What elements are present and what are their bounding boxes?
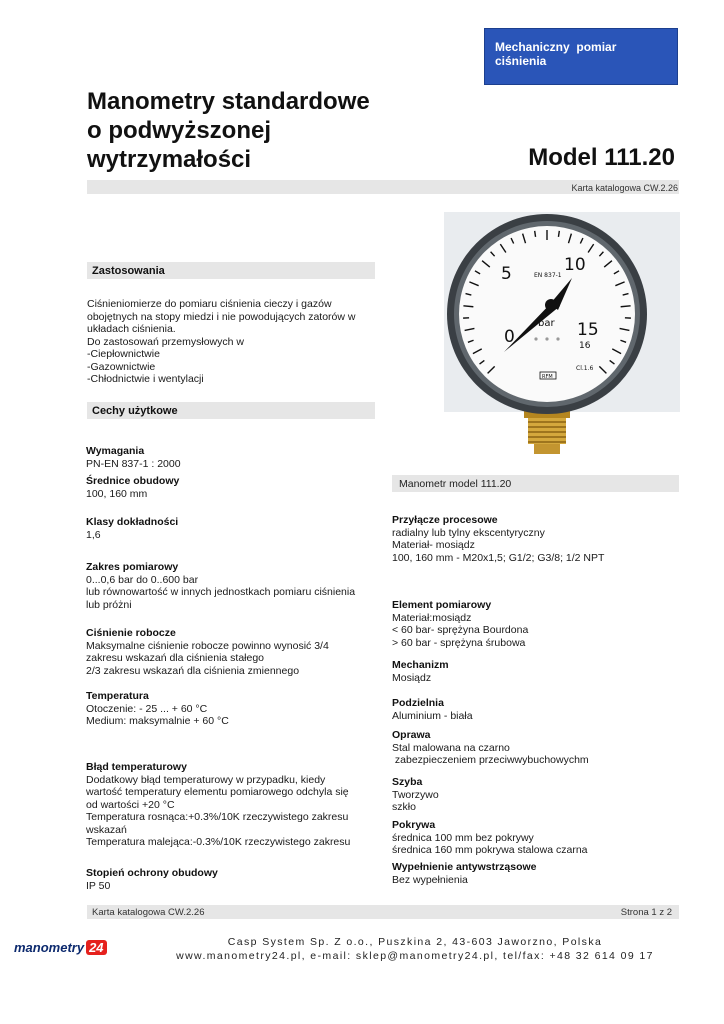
spec-zakres <box>86 561 386 611</box>
spec-podzielnia <box>392 697 682 722</box>
spec-label: Wypełnienie antywstrząsowe <box>392 861 537 873</box>
gauge-scale-0: 0 <box>504 327 515 347</box>
spec-value: lub próżni <box>86 598 132 611</box>
spec-label: Mechanizm <box>392 659 449 671</box>
spec-cisnienie <box>86 627 386 677</box>
gauge-scale-10: 10 <box>564 255 586 275</box>
spec-label: Oprawa <box>392 729 431 741</box>
gauge-caption: Manometr model 111.20 <box>392 475 679 492</box>
spec-label: Element pomiarowy <box>392 599 492 611</box>
category-box <box>484 28 678 85</box>
model-title: Model 111.20 <box>528 144 675 171</box>
spec-wymagania <box>86 445 386 470</box>
spec-temperatura <box>86 690 386 728</box>
spec-value: wskazań <box>86 823 127 836</box>
pressure-gauge-icon <box>444 212 680 476</box>
zastosowania-line: układach ciśnienia. <box>87 323 176 335</box>
spec-value: Medium: maksymalnie + 60 °C <box>86 715 229 727</box>
zastosowania-line: Do zastosowań przemysłowych w <box>87 335 244 348</box>
title-line-3: wytrzymałości <box>87 146 252 173</box>
spec-wypelnienie <box>392 861 682 886</box>
zastosowania-line: -Chłodnictwie i wentylacji <box>87 373 204 385</box>
spec-label: Ciśnienie robocze <box>86 627 176 639</box>
gauge-photo <box>444 212 680 476</box>
spec-oprawa <box>392 729 682 767</box>
spec-value: od wartości +20 °C <box>86 798 175 811</box>
spec-label: Pokrywa <box>392 819 436 831</box>
spec-label: Szyba <box>392 776 423 788</box>
spec-value: IP 50 <box>86 879 111 892</box>
spec-value: 0...0,6 bar do 0..600 bar <box>86 573 199 586</box>
zastosowania-line: Ciśnieniomierze do pomiaru ciśnienia cieczy i gazów <box>87 298 332 310</box>
gauge-tick <box>463 306 473 307</box>
spec-klasy <box>86 516 386 541</box>
spec-value: 1,6 <box>86 528 101 541</box>
spec-label: Zakres pomiarowy <box>86 561 179 573</box>
spec-element <box>392 599 682 649</box>
spec-value: zakresu wskazań dla ciśnienia stałego <box>86 652 265 664</box>
spec-stopien <box>86 867 386 892</box>
spec-szyba <box>392 776 682 814</box>
gauge-tick <box>535 231 536 237</box>
section-heading-zastosowania: Zastosowania <box>87 262 375 279</box>
gauge-scale-15: 15 <box>577 320 599 340</box>
company-contact: www.manometry24.pl, e-mail: sklep@manometry24.pl, tel/fax: +48 32 614 09 17 <box>176 950 654 962</box>
gauge-class: Cl.1.6 <box>576 365 594 372</box>
zastosowania-line: obojętnych na stopy miedzi i nie powodujących zatorów w <box>87 310 356 323</box>
gauge-brand: RFM <box>542 374 553 380</box>
logo-number: 24 <box>86 940 106 955</box>
spec-value: wartość temperatury elementu pomiarowego odchyla się <box>86 786 349 798</box>
category-line-2: ciśnienia <box>495 54 547 68</box>
spec-value: Temperatura rosnąca:+0.3%/10K rzeczywistego zakresu <box>86 811 349 823</box>
gauge-scale-16: 16 <box>579 341 591 351</box>
spec-value: Maksymalne ciśnienie robocze powinno wynosić 3/4 <box>86 639 329 652</box>
spec-value: Materiał- mosiądz <box>392 539 475 551</box>
category-line-1: Mechaniczny pomiar <box>495 40 617 54</box>
spec-label: Podzielnia <box>392 697 444 709</box>
spec-label: Przyłącze procesowe <box>392 514 498 526</box>
spec-value: Tworzywo <box>392 788 439 801</box>
spec-value: 2/3 zakresu wskazań dla ciśnienia zmiennego <box>86 664 300 677</box>
spec-label: Wymagania <box>86 445 145 457</box>
spec-value: średnica 160 mm pokrywa stalowa czarna <box>392 844 588 856</box>
spec-value: 100, 160 mm - M20x1,5; G1/2; G3/8; 1/2 NPT <box>392 551 605 564</box>
spec-value: Dodatkowy błąd temperaturowy w przypadku, kiedy <box>86 773 326 786</box>
logo-text: manometry <box>14 940 85 955</box>
spec-value: Temperatura malejąca:-0.3%/10K rzeczywistego zakresu <box>86 836 351 848</box>
catalog-ref-top: Karta katalogowa CW.2.26 <box>571 183 678 193</box>
gauge-standard: EN 837-1 <box>534 272 562 279</box>
gauge-tick <box>558 231 559 237</box>
spec-value: zabezpieczeniem przeciwwybuchowychm <box>392 754 589 766</box>
page-number: Strona 1 z 2 <box>620 907 672 918</box>
spec-value: lub równowartość w innych jednostkach pomiaru ciśnienia <box>86 586 356 598</box>
zastosowania-line: -Ciepłownictwie <box>87 348 160 360</box>
spec-label: Błąd temperaturowy <box>86 761 187 773</box>
spec-mechanizm <box>392 659 682 684</box>
spec-srednice <box>86 475 386 500</box>
spec-label: Średnice obudowy <box>86 475 180 487</box>
zastosowania-line: -Gazownictwie <box>87 360 156 373</box>
spec-value: 100, 160 mm <box>86 487 148 500</box>
spec-label: Stopień ochrony obudowy <box>86 867 218 879</box>
spec-value: Mosiądz <box>392 671 432 684</box>
spec-value: > 60 bar - sprężyna śrubowa <box>392 636 526 649</box>
spec-value: Materiał:mosiądz <box>392 611 472 624</box>
spec-value: radialny lub tylny ekscentyryczny <box>392 526 545 539</box>
gauge-tick <box>621 306 631 307</box>
spec-blad <box>86 761 386 849</box>
spec-value: Otoczenie: - 25 ... + 60 °C <box>86 702 208 715</box>
spec-label: Klasy dokładności <box>86 516 179 528</box>
spec-value: Bez wypełnienia <box>392 873 468 886</box>
spec-value: średnica 100 mm bez pokrywy <box>392 831 534 844</box>
zastosowania-text <box>87 298 387 386</box>
spec-value: Aluminium - biała <box>392 709 473 722</box>
section-heading-cechy: Cechy użytkowe <box>87 402 375 419</box>
spec-value: Stal malowana na czarno <box>392 741 510 754</box>
gauge-scale-5: 5 <box>501 264 512 284</box>
spec-value: szkło <box>392 801 416 813</box>
spec-pokrywa <box>392 819 682 857</box>
title-line-1: Manometry standardowe <box>87 88 370 115</box>
company-logo <box>14 940 107 955</box>
spec-value: < 60 bar- sprężyna Bourdona <box>392 624 529 636</box>
title-line-2: o podwyższonej <box>87 117 272 144</box>
spec-przylacze <box>392 514 682 564</box>
company-address: Casp System Sp. Z o.o., Puszkina 2, 43-603 Jaworzno, Polska <box>227 936 603 948</box>
catalog-ref-bottom: Karta katalogowa CW.2.26 <box>92 907 205 918</box>
gauge-unit: bar <box>538 318 555 329</box>
spec-value: PN-EN 837-1 : 2000 <box>86 457 181 470</box>
page-title <box>87 87 427 174</box>
spec-label: Temperatura <box>86 690 149 702</box>
